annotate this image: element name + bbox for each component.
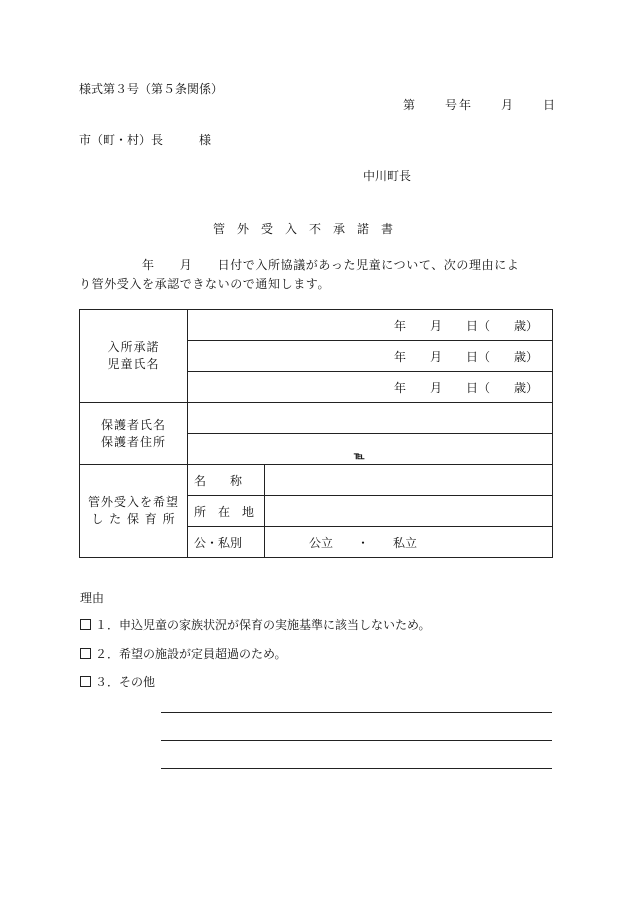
checkbox-3[interactable]: [80, 676, 91, 687]
reason-item-3: [80, 673, 155, 690]
checkbox-2[interactable]: [80, 648, 91, 659]
guardian-label-line-2: 保護者住所: [100, 434, 166, 449]
facility-location-field[interactable]: [265, 496, 553, 527]
child-birthdate-3[interactable]: 年 月 日（ 歳）: [188, 372, 553, 403]
reason-item-3-text: ３．その他: [95, 675, 156, 689]
children-label-line-1: 入所承諾: [107, 340, 160, 354]
reason-heading: 理由: [80, 591, 105, 605]
facility-label-line-2: し た 保 育 所: [91, 512, 176, 526]
facility-name-row: [80, 465, 553, 496]
issuer: 中川町長: [363, 169, 412, 183]
form-number: 様式第３号（第５条関係）: [79, 82, 224, 96]
checkbox-1[interactable]: [80, 619, 91, 630]
other-reason-line-1[interactable]: [161, 712, 552, 713]
child-row-1: [80, 310, 553, 341]
application-table: [79, 309, 553, 558]
reason-item-2: [80, 645, 287, 662]
reason-item-1-text: １．申込児童の家族状況が保育の実施基準に該当しないため。: [95, 618, 431, 632]
children-label-line-2: 児童氏名: [107, 357, 160, 371]
child-birthdate-2[interactable]: 年 月 日（ 歳）: [188, 341, 553, 372]
tel-label: ℡: [354, 451, 365, 462]
reason-item-2-text: ２．希望の施設が定員超過のため。: [95, 647, 287, 661]
facility-type-options[interactable]: 公立 ・ 私立: [265, 527, 553, 558]
document-title: 管 外 受 入 不 承 諾 書: [213, 222, 394, 236]
addressee: 市（町・村）長 様: [79, 133, 212, 147]
facility-label-line-1: 管外受入を希望: [87, 495, 179, 509]
facility-location-label: 所 在 地: [188, 496, 265, 527]
other-reason-line-3[interactable]: [161, 768, 552, 769]
facility-label-cell: [80, 465, 188, 558]
guardian-label-line-1: 保護者氏名: [100, 417, 166, 432]
guardian-name-field[interactable]: [188, 403, 553, 434]
body-text-line-2: り管外受入を承認できないので通知します。: [79, 277, 331, 291]
document-number-date: 第 号年 月 日: [403, 98, 558, 112]
guardian-name-row: [80, 403, 553, 434]
guardian-address-field[interactable]: [188, 434, 553, 465]
child-birthdate-1[interactable]: 年 月 日（ 歳）: [188, 310, 553, 341]
other-reason-line-2[interactable]: [161, 740, 552, 741]
body-text-line-1: 年 月 日付で入所協議があった児童について、次の理由によ: [79, 258, 520, 272]
facility-type-label: 公・私別: [188, 527, 265, 558]
facility-name-label: 名 称: [188, 465, 265, 496]
guardian-label-cell: [80, 403, 188, 465]
facility-name-field[interactable]: [265, 465, 553, 496]
children-label-cell: [80, 310, 188, 403]
reason-item-1: [80, 616, 431, 633]
